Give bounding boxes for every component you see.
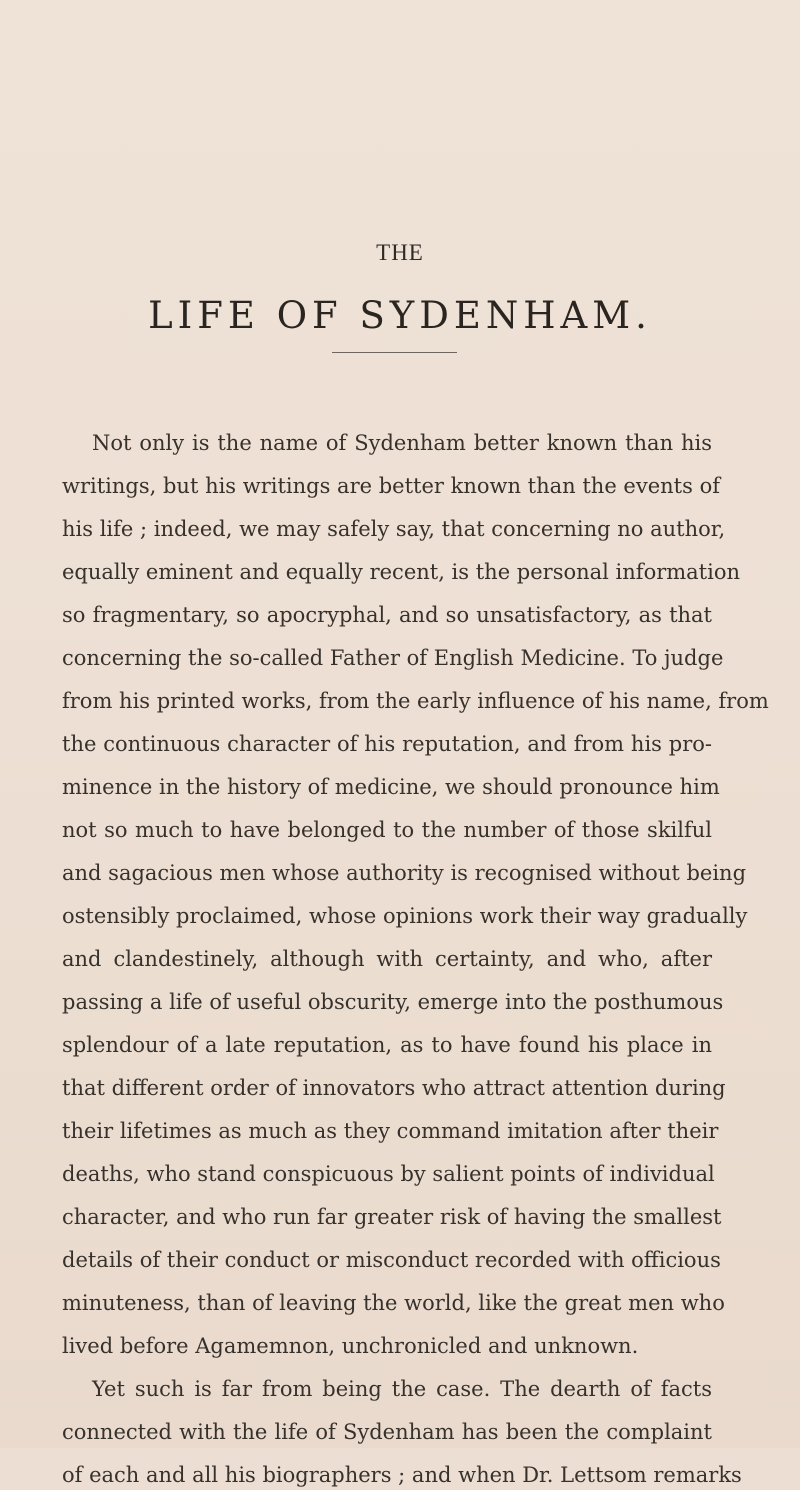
- text-line: splendour of a late reputation, as to have found his place in: [62, 1033, 712, 1057]
- text-line: so fragmentary, so apocryphal, and so unsatisfactory, as that: [62, 603, 712, 627]
- text-line: of each and all his biographers ; and when Dr. Lettsom remarks: [62, 1463, 742, 1487]
- body-text: [62, 0, 769, 1487]
- text-line: concerning the so-called Father of English Medicine. To judge: [62, 646, 724, 670]
- text-line: character, and who run far greater risk of having the smallest: [62, 1205, 722, 1229]
- text-line: and sagacious men whose authority is recognised without being: [62, 861, 747, 885]
- text-line: connected with the life of Sydenham has been the complaint: [62, 1420, 712, 1444]
- text-line: writings, but his writings are better known than the events of: [62, 474, 720, 498]
- text-line: passing a life of useful obscurity, emerge into the posthumous: [62, 990, 724, 1014]
- text-line: minuteness, than of leaving the world, like the great men who: [62, 1291, 725, 1315]
- text-line: lived before Agamemnon, unchronicled and unknown.: [62, 1334, 639, 1358]
- text-line: from his printed works, from the early influence of his name, from: [62, 689, 769, 713]
- text-line: minence in the history of medicine, we should pronounce him: [62, 775, 720, 799]
- text-line: and clandestinely, although with certainty, and who, after: [62, 947, 712, 971]
- text-line: that different order of innovators who attract attention during: [62, 1076, 726, 1100]
- text-line: details of their conduct or misconduct recorded with officious: [62, 1248, 721, 1272]
- text-line: his life ; indeed, we may safely say, that concerning no author,: [62, 517, 726, 541]
- text-line: the continuous character of his reputation, and from his pro-: [62, 732, 712, 756]
- text-line: deaths, who stand conspicuous by salient points of individual: [62, 1162, 715, 1186]
- text-line: equally eminent and equally recent, is the personal information: [62, 560, 741, 584]
- text-line: ostensibly proclaimed, whose opinions work their way gradually: [62, 904, 748, 928]
- text-line: their lifetimes as much as they command imitation after their: [62, 1119, 719, 1143]
- heading-article: THE: [376, 240, 424, 265]
- page-title: LIFE OF SYDENHAM.: [148, 294, 652, 337]
- text-line: Not only is the name of Sydenham better known than his: [92, 431, 712, 455]
- text-line: Yet such is far from being the case. The dearth of facts: [92, 1377, 712, 1401]
- text-line: not so much to have belonged to the number of those skilful: [62, 818, 712, 842]
